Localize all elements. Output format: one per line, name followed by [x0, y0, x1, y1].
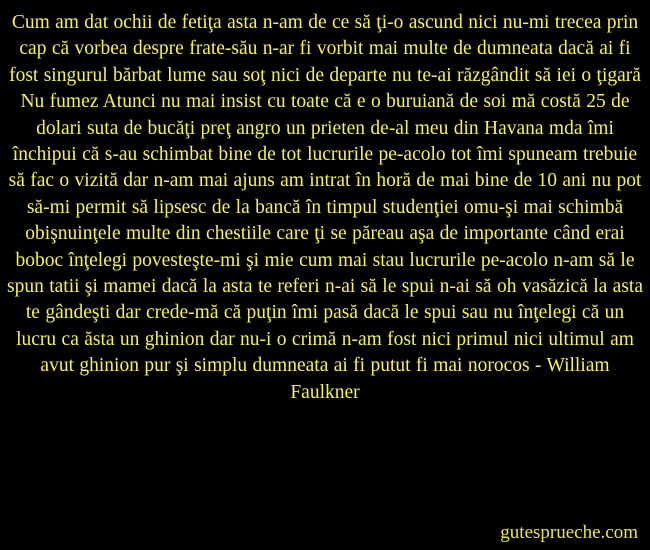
quote-text: Cum am dat ochii de fetiţa asta n-am de ce să ţi-o ascund nici nu-mi trecea prin cap că vorbea despre frate-său n-ar fi vorbit mai multe de dumneata dacă ai fi fost singurul bărbat lume sau soţ nici de departe nu te-ai răzgândit să iei o ţigară Nu fumez Atunci nu mai insist cu toate că e o buruiană de soi mă costă 25 de dolari suta de bucăţi preţ angro un prieten de-al meu din Havana mda îmi închipui că s-au schimbat bine de tot lucrurile pe-acolo tot îmi spuneam trebuie să fac o vizită dar n-am mai ajuns am intrat în horă de mai bine de 10 ani nu pot să-mi permit să lipsesc de la bancă în timpul studenţiei omu-şi mai schimbă obişnuinţele multe din chestiile care ţi se păreau aşa de importante când erai boboc înţelegi povesteşte-mi şi mie cum mai stau lucrurile pe-acolo n-am să le spun tatii şi mamei dacă la asta te referi n-ai să le spui n-ai să oh vasăzică la asta te gândeşti dar crede-mă că puţin îmi pasă dacă le spui sau nu înţelegi că un lucru ca ăsta un ghinion dar nu-i o crimă n-am fost nici primul nici ultimul am avut ghinion pur şi simplu dumneata ai fi putut fi mai norocos - William Faulkner: [7, 12, 643, 403]
site-watermark: gutesprueche.com: [500, 522, 638, 543]
